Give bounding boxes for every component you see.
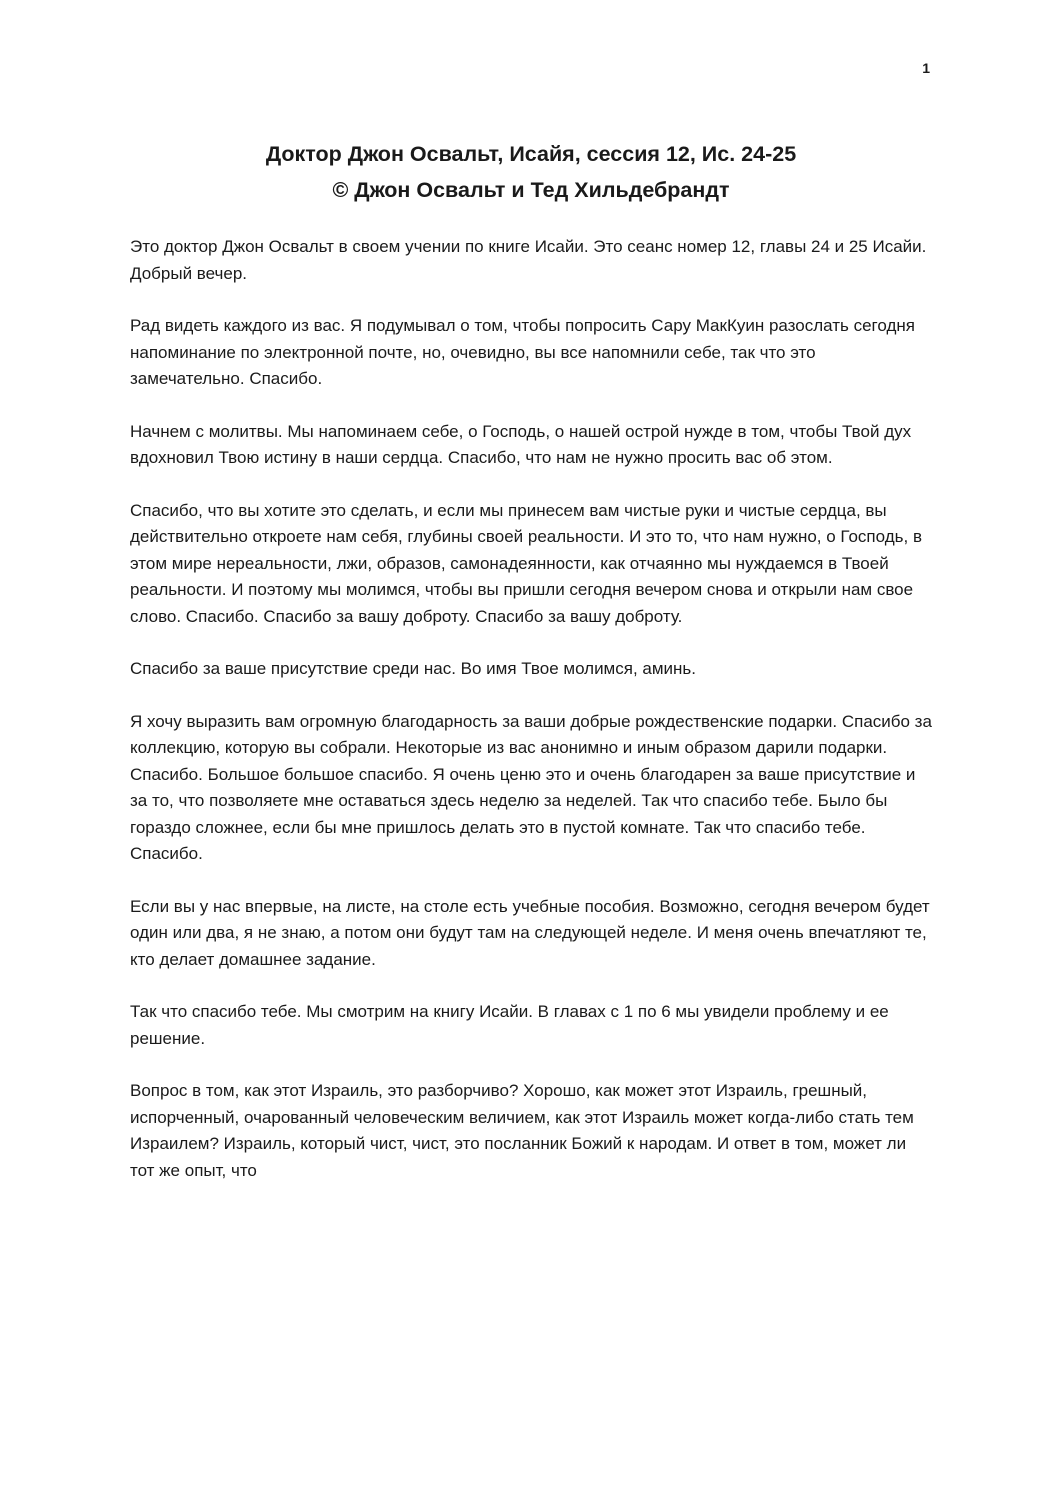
paragraph: Спасибо за ваше присутствие среди нас. Во имя Твое молимся, аминь. xyxy=(130,659,697,678)
paragraph: Я хочу выразить вам огромную благодарность за ваши добрые рождественские подарки. Спасибо за коллекцию, которую вы собрали. Некоторые из вас анонимно и иным образом дарили подарки. Спасибо. Большое большое спасибо. Я очень ценю это и очень благодарен за ваше присутствие и за то, что позволяете мне оставаться здесь неделю за неделей. Так что спасибо тебе. Было бы гораздо сложнее, если бы мне пришлось делать это в пустой комнате. Так что спасибо тебе. Спасибо. xyxy=(130,711,932,863)
paragraph: Рад видеть каждого из вас. Я подумывал о том, чтобы попросить Сару МакКуин разослать сегодня напоминание по электронной почте, но, очевидно, вы все напомнили себе, так что это замечательно. Спасибо. xyxy=(130,316,915,388)
paragraph: Это доктор Джон Освальт в своем учении по книге Исайи. Это сеанс номер 12, главы 24 и 25 Исайи. Добрый вечер. xyxy=(130,237,927,283)
paragraph: Если вы у нас впервые, на листе, на столе есть учебные пособия. Возможно, сегодня вечером будет один или два, я не знаю, а потом они будут там на следующей неделе. И меня очень впечатляют те, кто делает домашнее задание. xyxy=(130,896,930,969)
paragraph: Начнем с молитвы. Мы напоминаем себе, о Господь, о нашей острой нужде в том, чтобы Твой дух вдохновил Твою истину в наши сердца. Спасибо, что нам не нужно просить вас об этом. xyxy=(130,421,912,467)
paragraph: Вопрос в том, как этот Израиль, это разборчиво? Хорошо, как может этот Израиль, грешный, испорченный, очарованный человеческим величием, как этот Израиль может когда-либо стать тем Израилем? Израиль, который чист, чист, это посланник Божий к народам. И ответ в том, может ли тот же опыт, что xyxy=(130,1081,914,1180)
document-title xyxy=(130,136,932,208)
document-title-line-1: Доктор Джон Освальт, Исайя, сессия 12, Ис. 24-25 xyxy=(265,142,797,166)
paragraph: Спасибо, что вы хотите это сделать, и если мы принесем вам чистые руки и чистые сердца, вы действительно откроете нам себя, глубины своей реальности. И это то, что нам нужно, о Господь, в этом мире нереальности, лжи, образов, самонадеянности, как отчаянно мы нуждаемся в Твоей реальности. И поэтому мы молимся, чтобы вы пришли сегодня вечером снова и открыли нам свое слово. Спасибо. Спасибо за вашу доброту. Спасибо за вашу доброту. xyxy=(130,500,922,626)
document-content xyxy=(130,136,932,1210)
page-number: 1 xyxy=(922,60,930,76)
document-body xyxy=(130,234,932,1184)
document-title-line-2: © Джон Освальт и Тед Хильдебрандт xyxy=(332,178,730,202)
paragraph: Так что спасибо тебе. Мы смотрим на книгу Исайи. В главах с 1 по 6 мы увидели проблему и ее решение. xyxy=(130,1002,889,1048)
